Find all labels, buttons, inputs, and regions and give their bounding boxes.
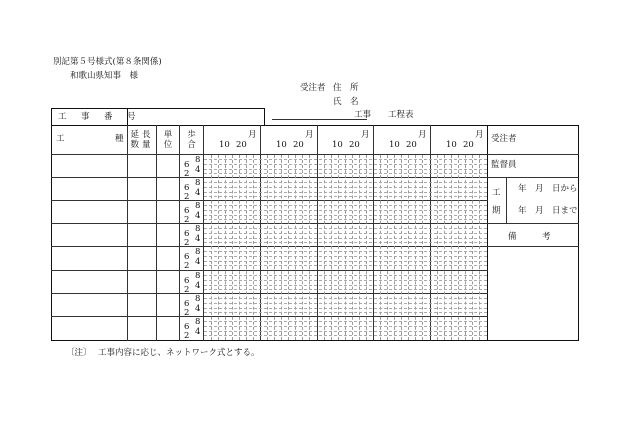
side-period-1: 工 bbox=[492, 188, 501, 198]
grid-hline bbox=[204, 242, 487, 243]
scale-r1-2: 2 bbox=[184, 169, 190, 179]
scale-r6-8: 8 bbox=[195, 271, 201, 281]
grid-hline bbox=[204, 187, 487, 188]
month-2-label: 月 bbox=[305, 130, 314, 140]
month-2-day20: 20 bbox=[293, 140, 304, 150]
grid-hline bbox=[204, 192, 487, 193]
month-4-day10: 10 bbox=[389, 140, 400, 150]
table-bottom-border bbox=[51, 340, 579, 341]
scale-r7-2: 2 bbox=[184, 308, 190, 318]
month-5-day20: 20 bbox=[463, 140, 474, 150]
side-remarks: 備 考 bbox=[508, 232, 551, 242]
work-number-value[interactable] bbox=[132, 112, 260, 122]
scale-r3-6: 6 bbox=[184, 206, 190, 216]
scale-r2-2: 2 bbox=[184, 192, 190, 202]
grid-hline bbox=[204, 321, 487, 322]
col-divider-length bbox=[156, 125, 157, 341]
grid-hline bbox=[204, 280, 487, 281]
footer-note-label: 〔注〕 bbox=[66, 348, 92, 358]
scale-r7-6: 6 bbox=[184, 299, 190, 309]
side-contractor: 受注者 bbox=[491, 134, 517, 144]
work-type-label-b: 種 bbox=[115, 134, 124, 144]
scale-r6-2: 2 bbox=[184, 285, 190, 295]
grid-hline bbox=[204, 251, 487, 252]
scale-r6-6: 6 bbox=[184, 276, 190, 286]
scale-r2-4: 4 bbox=[195, 188, 201, 198]
work-number-label: 工 事 番 号 bbox=[58, 112, 139, 122]
contractor-label: 受注者 bbox=[300, 83, 326, 93]
month-3-label: 月 bbox=[361, 130, 370, 140]
table-right-border bbox=[578, 125, 579, 341]
progress-label-2: 合 bbox=[187, 140, 196, 150]
grid-hline bbox=[204, 298, 487, 299]
scale-r4-8: 8 bbox=[195, 224, 201, 234]
month-4-label: 月 bbox=[418, 130, 427, 140]
table-left-border bbox=[51, 125, 52, 341]
scale-r7-8: 8 bbox=[195, 294, 201, 304]
grid-hline bbox=[204, 335, 487, 336]
scale-r3-4: 4 bbox=[195, 211, 201, 221]
side-from: 年 月 日から bbox=[518, 184, 578, 194]
grid-hline bbox=[204, 159, 487, 160]
grid-hline bbox=[204, 233, 487, 234]
grid-hline bbox=[204, 265, 487, 266]
construction-suffix: 工事 bbox=[354, 110, 372, 120]
schedule-title: 工程表 bbox=[388, 110, 414, 120]
grid-hline bbox=[204, 289, 487, 290]
side-to: 年 月 日まで bbox=[518, 206, 578, 216]
grid-hline bbox=[204, 173, 487, 174]
scale-r6-4: 4 bbox=[195, 281, 201, 291]
unit-label-1: 単 bbox=[163, 130, 173, 140]
side-period-2: 期 bbox=[492, 206, 501, 216]
footer-note-text: 工事内容に応じ、ネットワーク式とする。 bbox=[98, 348, 260, 358]
table-top-border bbox=[51, 125, 579, 126]
scale-r4-6: 6 bbox=[184, 229, 190, 239]
grid-hline bbox=[204, 312, 487, 313]
month-3-day20: 20 bbox=[349, 140, 360, 150]
month-3-day10: 10 bbox=[332, 140, 343, 150]
form-title: 別記第５号様式(第８条関係) bbox=[53, 57, 162, 67]
grid-hline bbox=[204, 238, 487, 239]
grid-hline bbox=[204, 169, 487, 170]
scale-r3-2: 2 bbox=[184, 215, 190, 225]
side-supervisor: 監督員 bbox=[491, 160, 517, 170]
length-label-1: 延長 bbox=[130, 130, 154, 140]
name-label: 氏 名 bbox=[333, 97, 359, 107]
grid-hline bbox=[204, 285, 487, 286]
scale-r2-6: 6 bbox=[184, 183, 190, 193]
side-divider-4 bbox=[487, 246, 579, 247]
scale-r5-8: 8 bbox=[195, 247, 201, 257]
grid-hline bbox=[204, 331, 487, 332]
grid-hline bbox=[204, 261, 487, 262]
col-divider-unit bbox=[179, 125, 180, 341]
grid-hline bbox=[204, 164, 487, 165]
col-divider-work-type bbox=[127, 125, 128, 341]
month-1-label: 月 bbox=[248, 130, 257, 140]
grid-hline bbox=[204, 303, 487, 304]
grid-hline bbox=[204, 215, 487, 216]
month-2-day10: 10 bbox=[276, 140, 287, 150]
scale-r8-2: 2 bbox=[184, 331, 190, 341]
side-period-divider bbox=[506, 177, 507, 224]
month-1-day10: 10 bbox=[219, 140, 230, 150]
grid-hline bbox=[204, 219, 487, 220]
scale-r5-4: 4 bbox=[195, 257, 201, 267]
grid-hline bbox=[204, 196, 487, 197]
grid-hline bbox=[204, 308, 487, 309]
grid-hline bbox=[204, 210, 487, 211]
month-5-day10: 10 bbox=[446, 140, 457, 150]
month-4-day20: 20 bbox=[406, 140, 417, 150]
address-label: 住 所 bbox=[333, 83, 359, 93]
side-divider-3 bbox=[487, 223, 579, 224]
side-divider-1 bbox=[487, 154, 579, 155]
scale-r7-4: 4 bbox=[195, 304, 201, 314]
scale-r8-4: 4 bbox=[195, 327, 201, 337]
scale-r3-8: 8 bbox=[195, 201, 201, 211]
scale-r5-2: 2 bbox=[184, 261, 190, 271]
scale-r2-8: 8 bbox=[195, 178, 201, 188]
addressee: 和歌山県知事 様 bbox=[70, 71, 139, 81]
construction-name-underline bbox=[272, 119, 367, 120]
grid-hline bbox=[204, 326, 487, 327]
grid-hline bbox=[204, 182, 487, 183]
scale-r8-8: 8 bbox=[195, 317, 201, 327]
work-number-box-left bbox=[51, 108, 52, 125]
scale-r1-4: 4 bbox=[195, 165, 201, 175]
grid-hline bbox=[204, 205, 487, 206]
month-1-day20: 20 bbox=[236, 140, 247, 150]
scale-r1-8: 8 bbox=[195, 155, 201, 165]
unit-label-2: 位 bbox=[163, 140, 173, 150]
scale-r5-6: 6 bbox=[184, 252, 190, 262]
schedule-grid bbox=[204, 155, 487, 340]
side-divider-2 bbox=[487, 177, 579, 178]
scale-r4-2: 2 bbox=[184, 238, 190, 248]
col-divider-side bbox=[487, 125, 488, 341]
scale-r8-6: 6 bbox=[184, 322, 190, 332]
length-label-2: 数量 bbox=[130, 140, 154, 150]
work-type-label-a: 工 bbox=[56, 134, 65, 144]
month-5-label: 月 bbox=[475, 130, 484, 140]
scale-r4-4: 4 bbox=[195, 234, 201, 244]
scale-r1-6: 6 bbox=[184, 160, 190, 170]
progress-label-1: 歩 bbox=[187, 130, 196, 140]
grid-hline bbox=[204, 256, 487, 257]
grid-hline bbox=[204, 228, 487, 229]
work-number-box-right bbox=[264, 108, 265, 125]
grid-hline bbox=[204, 275, 487, 276]
work-number-box-top bbox=[51, 108, 265, 109]
